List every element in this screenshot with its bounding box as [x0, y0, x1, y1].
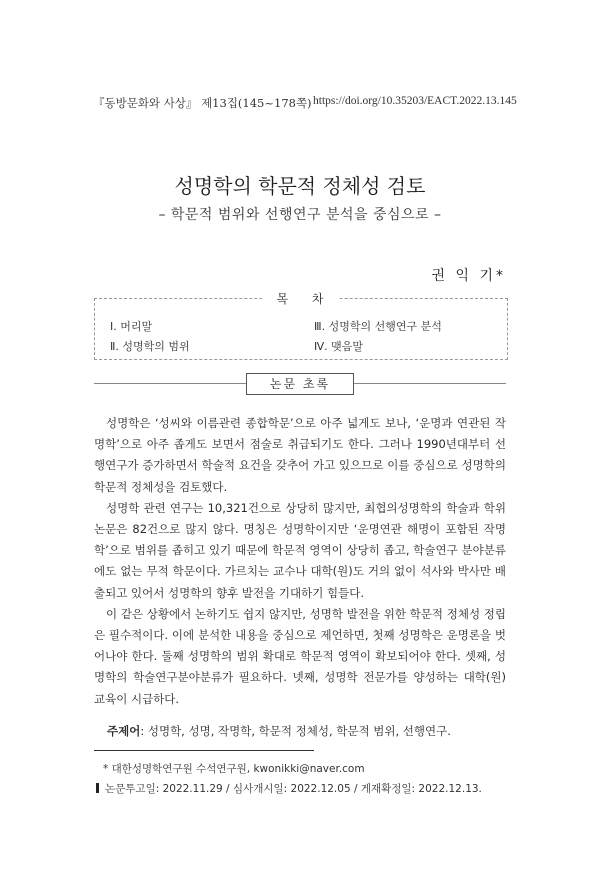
- footnote-divider: [94, 750, 314, 751]
- toc-item-conclusion: Ⅳ. 맺음말: [314, 340, 364, 353]
- journal-citation: 『동방문화와 사상』 제13집(145~178쪽): [93, 96, 312, 110]
- keywords-label: 주제어: [107, 724, 141, 738]
- paper-title: 성명학의 학문적 정체성 검토: [174, 174, 426, 198]
- footnote-bar-marker: [96, 783, 99, 793]
- toc-item-prior-research: Ⅲ. 성명학의 선행연구 분석: [314, 320, 442, 333]
- doi-link[interactable]: https://doi.org/10.35203/EACT.2022.13.145: [313, 95, 517, 107]
- footnote-affiliation: * 대한성명학연구원 수석연구원, kwonikki@naver.com: [103, 763, 365, 775]
- paper-subtitle: – 학문적 범위와 선행연구 분석을 중심으로 –: [158, 207, 442, 223]
- toc-item-intro: Ⅰ. 머리말: [110, 320, 153, 333]
- toc-item-scope: Ⅱ. 성명학의 범위: [110, 340, 190, 353]
- keywords-line: [107, 723, 451, 739]
- keywords-text: : 성명학, 성명, 작명학, 학문적 정체성, 학문적 범위, 선행연구.: [140, 724, 451, 738]
- abstract-paragraph: 성명학 관련 연구는 10,321건으로 상당히 많지만, 최협의성명학의 학술과 학위논문은 82건으로 많지 않다. 명칭은 성명학이지만 ‘운명연관 해명이 포함된 작명학’으로 범위를 좁히고 있기 때문에 학문적 영역이 상당히 좁고, 학술연구 분야분류에도 없는 무적 학문이다. 가르치는 교수나 대학(원)도 거의 없이 석사와 박사만 배출되고 있어서 성명학의 향후 발전을 기대하기 힘들다.: [94, 500, 506, 600]
- abstract-paragraph: 성명학은 ‘성씨와 이름관련 종합학문’으로 아주 넓게도 보나, ‘운명과 연관된 작명학’으로 아주 좁게도 보면서 점술로 취급되기도 한다. 그러나 1990년대부터 선행연구가 증가하면서 학술적 요건을 갖추어 가고 있으므로 이를 중심으로 성명학의 학문적 정체성을 검토했다.: [94, 416, 506, 494]
- footnote-dates-line: [96, 781, 482, 796]
- author-name: 권 익 기*: [431, 268, 506, 284]
- toc-title: 목 차: [262, 290, 338, 307]
- abstract-label: 논문 초록: [246, 373, 354, 395]
- footnote-dates: 논문투고일: 2022.11.29 / 심사개시일: 2022.12.05 / 게재확정일: 2022.12.13.: [105, 783, 482, 795]
- abstract-body: [94, 413, 506, 710]
- abstract-paragraph: 이 같은 상황에서 논하기도 쉽지 않지만, 성명학 발전을 위한 학문적 정체성 정립은 필수적이다. 이에 분석한 내용을 중심으로 제언하면, 첫째 성명학은 운명론을 벗어나야 한다. 둘째 성명학의 범위 확대로 학문적 영역이 확보되어야 한다. 셋째, 성명학의 학술연구분야분류가 필요하다. 넷째, 성명학 전문가를 양성하는 대학(원) 교육이 시급하다.: [94, 606, 506, 706]
